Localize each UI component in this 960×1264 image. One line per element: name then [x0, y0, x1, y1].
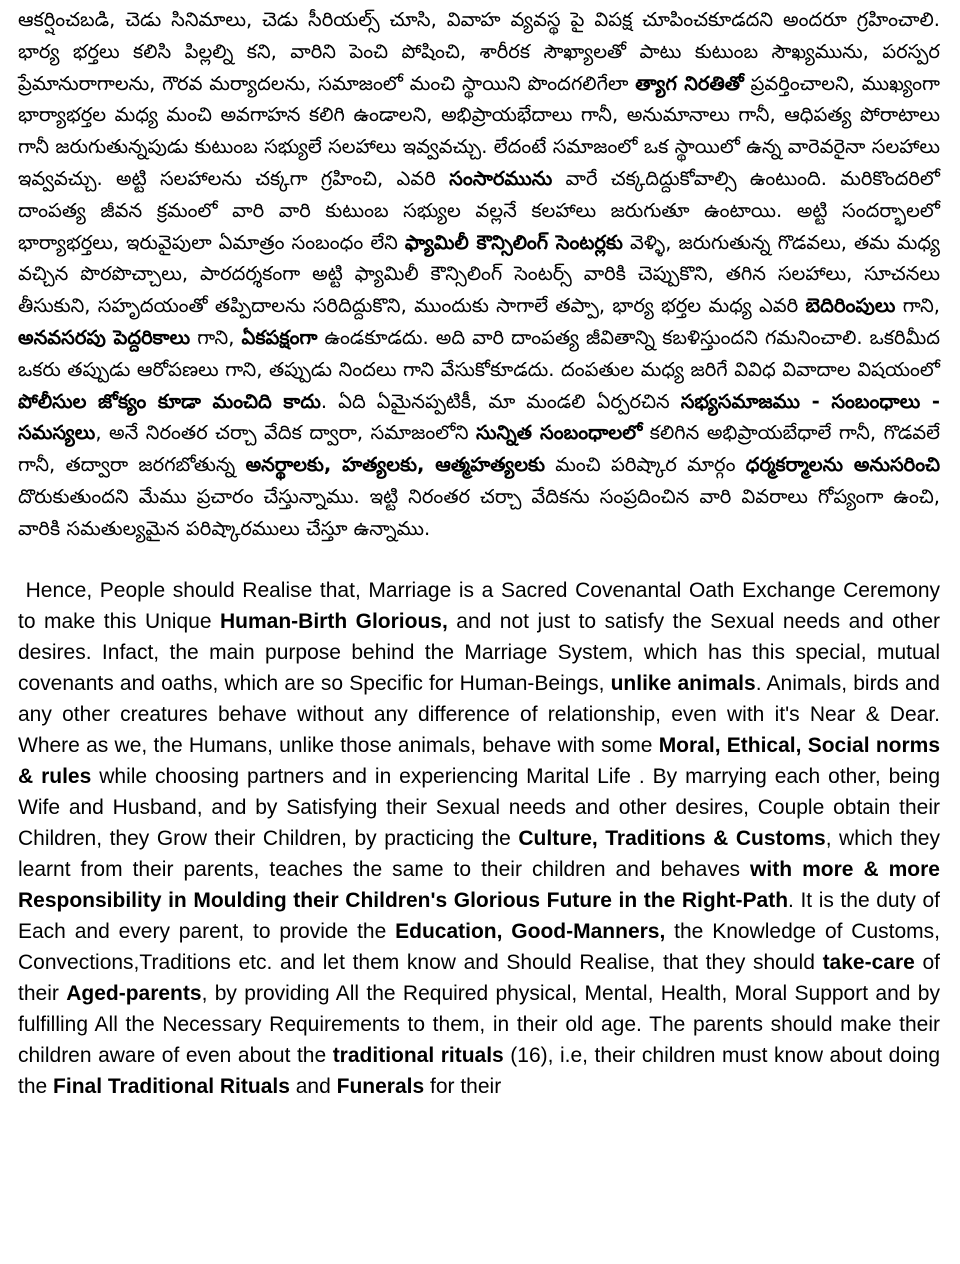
bold-text-run: Final Traditional Rituals	[53, 1074, 290, 1098]
text-run: వెళ్ళి, జరుగుతున్న గొడవలు, తమ మధ్య వచ్చిన పొరపొచ్చాలు, పారదర్శకంగా అట్టి ఫ్యామిలీ కౌన్సిలింగ్ సెంటర్స్ వారికి చెప్పుకొని, తగిన సలహాలు, సూచనలు తీసుకుని, సహృదయంతో తప్పిదాలను సరిదిద్దుకొని, ముందుకు సాగాలే తప్పా, భార్య భర్తల మధ్య ఎవరి	[18, 230, 940, 318]
text-run: while choosing partners and in experiencing Marital Life . By marrying each other, being Wife and Husband, and by Satisfying their Sexual needs and other desires, Couple obtain their Children, they Grow their Children, by practicing the	[18, 764, 941, 850]
text-run: కలిగిన అభిప్రాయబేధాలే గానీ, గొడవలే గానీ, తద్వారా జరగబోతున్న	[18, 421, 940, 477]
bold-text-run: Aged-parents	[66, 981, 202, 1005]
english-paragraph	[18, 575, 940, 1102]
bold-text-run: take-care	[822, 950, 915, 974]
bold-text-run: unlike animals	[610, 671, 756, 695]
bold-text-run: ఏకపక్షంగా	[241, 325, 318, 349]
text-run: , by providing All the Required physical, Mental, Health, Moral Support and by fulfilling All the Necessary Requirements to them, in their old age. The parents should make their children aware of even about the	[18, 981, 940, 1067]
text-run: . Animals, birds and any other creatures behave without any difference of relationship, even with it's Near & Dear. Where as we, the Humans, unlike those animals, behave with some	[18, 671, 940, 757]
bold-text-run: traditional rituals	[332, 1043, 504, 1067]
text-run: మంచి పరిష్కార మార్గం	[545, 453, 746, 477]
text-run: for their	[424, 1074, 502, 1098]
bold-text-run: సున్నిత సంబంధాలలో	[476, 421, 643, 445]
text-run: (16), i.e, their children must know about doing the	[18, 1043, 941, 1098]
bold-text-run: అనవసరపు పెద్దరికాలు	[18, 325, 191, 349]
bold-text-run: పోలీసుల జోక్యం కూడా మంచిది కాదు	[18, 389, 321, 413]
bold-text-run: Funerals	[336, 1074, 425, 1098]
bold-text-run: with more & more Responsibility in Moulding their Children's Glorious Future in the Right-Path	[18, 857, 940, 912]
text-run: Hence, People should Realise that, Marriage is a Sacred Covenantal Oath Exchange Ceremony to make this Unique	[18, 578, 940, 633]
text-run: of their	[18, 950, 940, 1005]
bold-text-run: Culture, Traditions & Customs	[518, 826, 826, 850]
bold-text-run: సంసారమును	[449, 166, 553, 190]
text-run: and	[289, 1074, 337, 1098]
bold-text-run: త్యాగ నిరతితో	[635, 71, 744, 95]
bold-text-run: Education, Good-Manners,	[395, 919, 666, 943]
text-run: గాని,	[895, 294, 940, 318]
text-run: , అనే నిరంతర చర్చా వేదిక ద్వారా, సమాజంలోని	[95, 421, 477, 445]
text-run: . ఏది ఏమైనప్పటికీ, మా మండలి ఏర్పరచిన	[320, 389, 681, 413]
text-run: దొరుకుతుందని మేము ప్రచారం చేస్తున్నాము. ఇట్టి నిరంతర చర్చా వేదికను సంప్రదించిన వారి వివరాలు గోప్యంగా ఉంచి, వారికి సమతుల్యమైన పరిష్కారములు చేస్తూ ఉన్నాము.	[18, 484, 940, 540]
text-run: the Knowledge of Customs, Convections,Traditions etc. and let them know and Should Realise, that they should	[18, 919, 940, 974]
bold-text-run: Human-Birth Glorious,	[219, 609, 448, 633]
text-run: గాని,	[190, 325, 242, 349]
text-run: and not just to satisfy the Sexual needs and other desires. Infact, the main purpose behind the Marriage System, which has this special, mutual covenants and oaths, which are so Specific for Human-Beings,	[18, 609, 940, 695]
text-run: , which they learnt from their parents, teaches the same to their children and behaves	[18, 826, 940, 881]
bold-text-run: ఫ్యామిలీ కౌన్సిలింగ్ సెంటర్లకు	[404, 230, 623, 254]
bold-text-run: Moral, Ethical, Social norms & rules	[18, 733, 940, 788]
bold-text-run: అనర్థాలకు, హత్యలకు, ఆత్మహత్యలకు	[245, 453, 545, 477]
text-run: వారే చక్కదిద్దుకోవాల్సి ఉంటుంది. మరికొందరిలో దాంపత్య జీవన క్రమంలో వారి వారి కుటుంబ సభ్యుల వల్లనే కలహాలు జరుగుతూ ఉంటాయి. అట్టి సందర్భాలలో భార్యాభర్తలు, ఇరువైపులా ఏమాత్రం సంబంధం లేని	[18, 166, 940, 254]
bold-text-run: సభ్యసమాజము - సంబంధాలు - సమస్యలు	[18, 389, 940, 445]
telugu-paragraph	[18, 4, 940, 545]
text-run: . It is the duty of Each and every parent, to provide the	[18, 888, 940, 943]
bold-text-run: ధర్మకర్మాలను అనుసరించి	[745, 453, 941, 477]
bold-text-run: బెదిరింపులు	[805, 294, 896, 318]
text-run: ఆకర్షించబడి, చెడు సినిమాలు, చెడు సీరియల్స్ చూసి, వివాహ వ్యవస్థ పై విపక్ష చూపించకూడదని అందరూ గ్రహించాలి. భార్య భర్తలు కలిసి పిల్లల్ని కని, వారిని పెంచి పోషించి, శారీరక సౌఖ్యాలతో పాటు కుటుంబ సౌఖ్యమును, పరస్పర ప్రేమానురాగాలను, గౌరవ మర్యాదలను, సమాజంలో మంచి స్థాయిని పొందగలిగేలా	[18, 8, 940, 95]
text-run: ఉండకూడదు. అది వారి దాంపత్య జీవితాన్ని కబళిస్తుందని గమనించాలి. ఒకరిమీద ఒకరు తప్పుడు ఆరోపణలు గాని, తప్పుడు నిందలు గాని వేసుకోకూడదు. దంపతుల మధ్య జరిగే వివిధ వివాదాల విషయంలో	[18, 325, 940, 381]
text-run: ప్రవర్తించాలని, ముఖ్యంగా భార్యాభర్తల మధ్య మంచి అవగాహన కలిగి ఉండాలని, అభిప్రాయభేదాలు గానీ, అనుమానాలు గానీ, ఆధిపత్య పోరాటాలు గానీ జరుగుతున్నపుడు కుటుంబ సభ్యులే సలహాలు ఇవ్వవచ్చు. లేదంటే సమాజంలో ఒక స్థాయిలో ఉన్న వారెవరైనా సలహాలు ఇవ్వవచ్చు. అట్టి సలహాలను చక్కగా గ్రహించి, ఎవరి	[18, 71, 940, 190]
